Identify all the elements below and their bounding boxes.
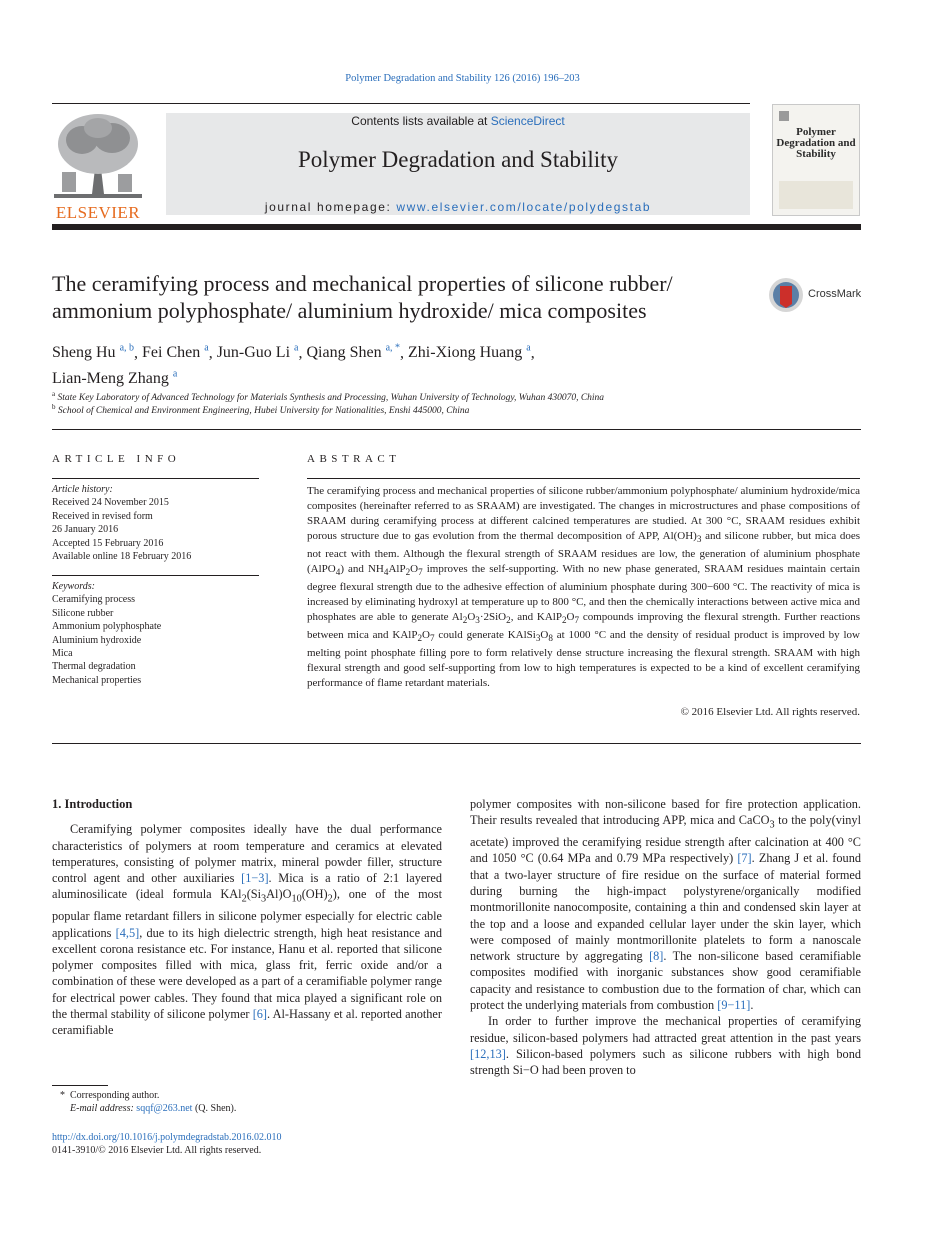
abstract-body: The ceramifying process and mechanical properties of silicone rubber/ammonium polyphosphate/ aluminium hydroxide/mica composites (hereinafter referred to as SRAAM) are investigated. The changes in microstructures and phase compositions of SRAAM during ceramifying process at different calcined temperatures are studied. At 300 °C, SRAAM residues exhibit porous structure due to gas evolution from the thermal decomposition of APP, $Al(OH)_3$ and silicone rubber, but mica does not react with them. Although the flexural strength of SRAAM residues are low, the generation of aluminium phosphate (AlPO$_4$) and $NH_4AlP_2O_7$ improves the self-supporting. With no new phase generated, SRAAM residues maintain certain degree flexural strength due to the adhesive effection of aluminium phosphate during 300−600 °C. The reactivity of mica is increased by eliminating hydroxyl at temperature up to 800 °C, and then the chemically interactions between active mica and phosphates are able to generate $Al_2O_3\cdot 2SiO_2$, and $KAlP_2O_7$ compounds improving the flexural strength. Further reactions between mica and $KAlP_2O_7$ could generate $KAlSi_3O_8$ at 1000 °C and the density of residual product is improved by low melting point phosphate filling pore to form relatively dense structure increasing the flexural strength. SRAAM with high flexural strength and good self-supporting from low to high temperatures is expected to be a kind of excellent ceramifying performance of flame retardant materials. — [307, 485, 861, 689]
abstract-heading: ABSTRACT — [307, 453, 401, 465]
author[interactable]: Fei Chen $^a$ — [142, 343, 209, 362]
affiliation-a: $^a$ State Key Laboratory of Advanced Technology for Materials Synthesis and Processing, Wuhan University of Technology, Wuhan 430070, China — [52, 390, 605, 404]
article-info-rule — [52, 478, 259, 479]
history-item: Accepted 15 February 2016 — [52, 537, 164, 549]
homepage-prefix: journal homepage: — [264, 200, 397, 214]
corresponding-author-note: * Corresponding author. — [60, 1090, 160, 1101]
author[interactable]: Sheng Hu $^{a, b}$ — [52, 343, 135, 362]
homepage-link[interactable]: www.elsevier.com/locate/polydegstab — [396, 200, 652, 214]
journal-banner — [166, 113, 750, 215]
elsevier-logo — [52, 110, 144, 222]
keyword: Thermal degradation — [52, 661, 136, 673]
title-line-1: The ceramifying process and mechanical properties of silicone rubber/ — [52, 271, 673, 296]
section-rule — [52, 429, 861, 430]
issn-copyright: 0141-3910/© 2016 Elsevier Ltd. All rights reserved. — [52, 1145, 262, 1156]
footnote-rule — [52, 1085, 108, 1086]
body-rule — [52, 743, 861, 744]
right-column — [470, 796, 861, 1079]
author[interactable]: Zhi-Xiong Huang $^a$ — [408, 343, 531, 362]
intro-paragraph-1-continued: polymer composites with non-silicone based for fire protection application. Their results revealed that introducing APP, mica and CaCO$_3$ to the poly(vinyl acetate) improved the ceramifying residue strength after calcination at 400 °C and 1050 °C (0.64 MPa and 0.79 MPa respectively) [7]. Zhang J et al. found that a two-layer structure of fire residue on the surface of material formed during burning the high-impact polystyrene/organically modified montmorillonite nanocomposite, containing a thin and condensed skin layer at the top and a loose and expanded cellular layer under the skin layer, which were composed of mainly montmorillonite platelets to form a nanoscale network structure by aggregating [8]. The non-silicone based ceramifiable composites modified with inorganic substances show good ceramifiable capacity and resistance to combustion due to the formation of char, which can protect the underlying materials from combustion [9−11]. — [470, 797, 861, 1013]
abstract-rule — [307, 478, 860, 479]
history-label: Article history: — [52, 484, 113, 495]
intro-paragraph-1: Ceramifying polymer composites ideally have the dual performance characteristics of polymers at room temperature and ceramics at elevated temperatures, consisting of polymer matrix, mineral powder filler, structure control agent and other auxiliaries [1−3]. Mica is a ratio of 2:1 layered aluminosilicate (ideal formula $KAl_2(Si_3Al)O_{10}(OH)_2$), one of the most popular flame retardant fillers in silicone polymer especially for electric cable applications [4,5], due to its high dielectric strength, high heat resistance and excellent corona resistance etc. For instance, Hanu et al. reported that silicone polymer composites filled with mica, glass frit, ferric oxide and/or a combination of these were developed as a part of a ceramifiable polymer range for electrical power cables. They found that mica played a significant role on the thermal stability of silicone polymer [6]. Al-Hassany et al. reported another ceramifiable — [52, 822, 443, 1038]
cover-panel — [779, 181, 853, 209]
journal-cover — [772, 104, 860, 216]
header-thick-rule — [52, 224, 861, 230]
author-list: Sheng Hu $^{a, b}$, Fei Chen $^a$, Jun-Guo Li $^a$, Qiang Shen $^{a, *}$, Zhi-Xiong Huang $^a$, Lian-Meng Zhang $^a$ — [52, 343, 535, 387]
author[interactable]: Jun-Guo Li $^a$ — [216, 343, 299, 362]
cover-logo-icon — [779, 111, 789, 121]
intro-paragraph-2: In order to further improve the mechanical properties of ceramifying residue, silicon-based polymers had attracted great attention in the past years [12,13]. Silicon-based polymers such as silicone rubbers with high bond strength Si−O had been proven to — [470, 1014, 861, 1078]
section-heading-introduction: 1. Introduction — [52, 797, 133, 811]
keywords-label: Keywords: — [52, 581, 95, 592]
keyword: Aluminium hydroxide — [52, 634, 142, 646]
keywords — [52, 580, 259, 687]
crossmark-icon — [768, 277, 804, 313]
author[interactable]: Lian-Meng Zhang $^a$ — [52, 368, 178, 387]
homepage-line — [166, 200, 750, 214]
keyword: Mechanical properties — [52, 674, 142, 686]
history-item: Available online 18 February 2016 — [52, 551, 192, 563]
journal-title: Polymer Degradation and Stability — [297, 147, 619, 172]
keyword: Ammonium polyphosphate — [52, 621, 162, 633]
title-line-2: ammonium polyphosphate/ aluminium hydroxide/ mica composites — [52, 298, 647, 323]
keywords-rule — [52, 575, 259, 576]
keyword: Ceramifying process — [52, 594, 136, 606]
author[interactable]: Qiang Shen $^{a, *}$ — [306, 343, 401, 362]
keyword: Silicone rubber — [52, 607, 114, 619]
publisher-name: ELSEVIER — [55, 203, 141, 222]
crossmark-label: CrossMark — [808, 288, 862, 300]
doi-link[interactable]: http://dx.doi.org/10.1016/j.polymdegradstab.2016.02.010 — [52, 1132, 282, 1143]
left-column — [52, 796, 442, 1039]
elsevier-tree-icon — [52, 110, 144, 202]
history-item: Received 24 November 2015 — [52, 497, 169, 509]
cover-title: Polymer Degradation and Stability — [776, 126, 856, 160]
header-rule — [52, 103, 750, 104]
article-history — [52, 483, 259, 563]
email-link[interactable]: sqqf@263.net — [136, 1103, 193, 1114]
affiliation-b: $^b$ School of Chemical and Environment Engineering, Hubei University for Nationalities, Enshi 445000, China — [52, 403, 470, 417]
history-item: 26 January 2016 — [52, 524, 119, 536]
article-info-heading: ARTICLE INFO — [52, 453, 181, 465]
contents-prefix: Contents lists available at — [351, 114, 491, 128]
abstract-copyright: © 2016 Elsevier Ltd. All rights reserved. — [680, 706, 860, 718]
journal-reference[interactable]: Polymer Degradation and Stability 126 (2016) 196–203 — [345, 73, 580, 84]
email-note: E-mail address: sqqf@263.net (Q. Shen). — [70, 1103, 237, 1114]
history-item: Received in revised form — [52, 510, 153, 522]
article-title — [52, 270, 752, 324]
sciencedirect-link[interactable]: ScienceDirect — [490, 114, 565, 128]
crossmark-badge[interactable] — [768, 277, 863, 313]
keyword: Mica — [52, 648, 73, 660]
contents-line — [166, 114, 750, 128]
